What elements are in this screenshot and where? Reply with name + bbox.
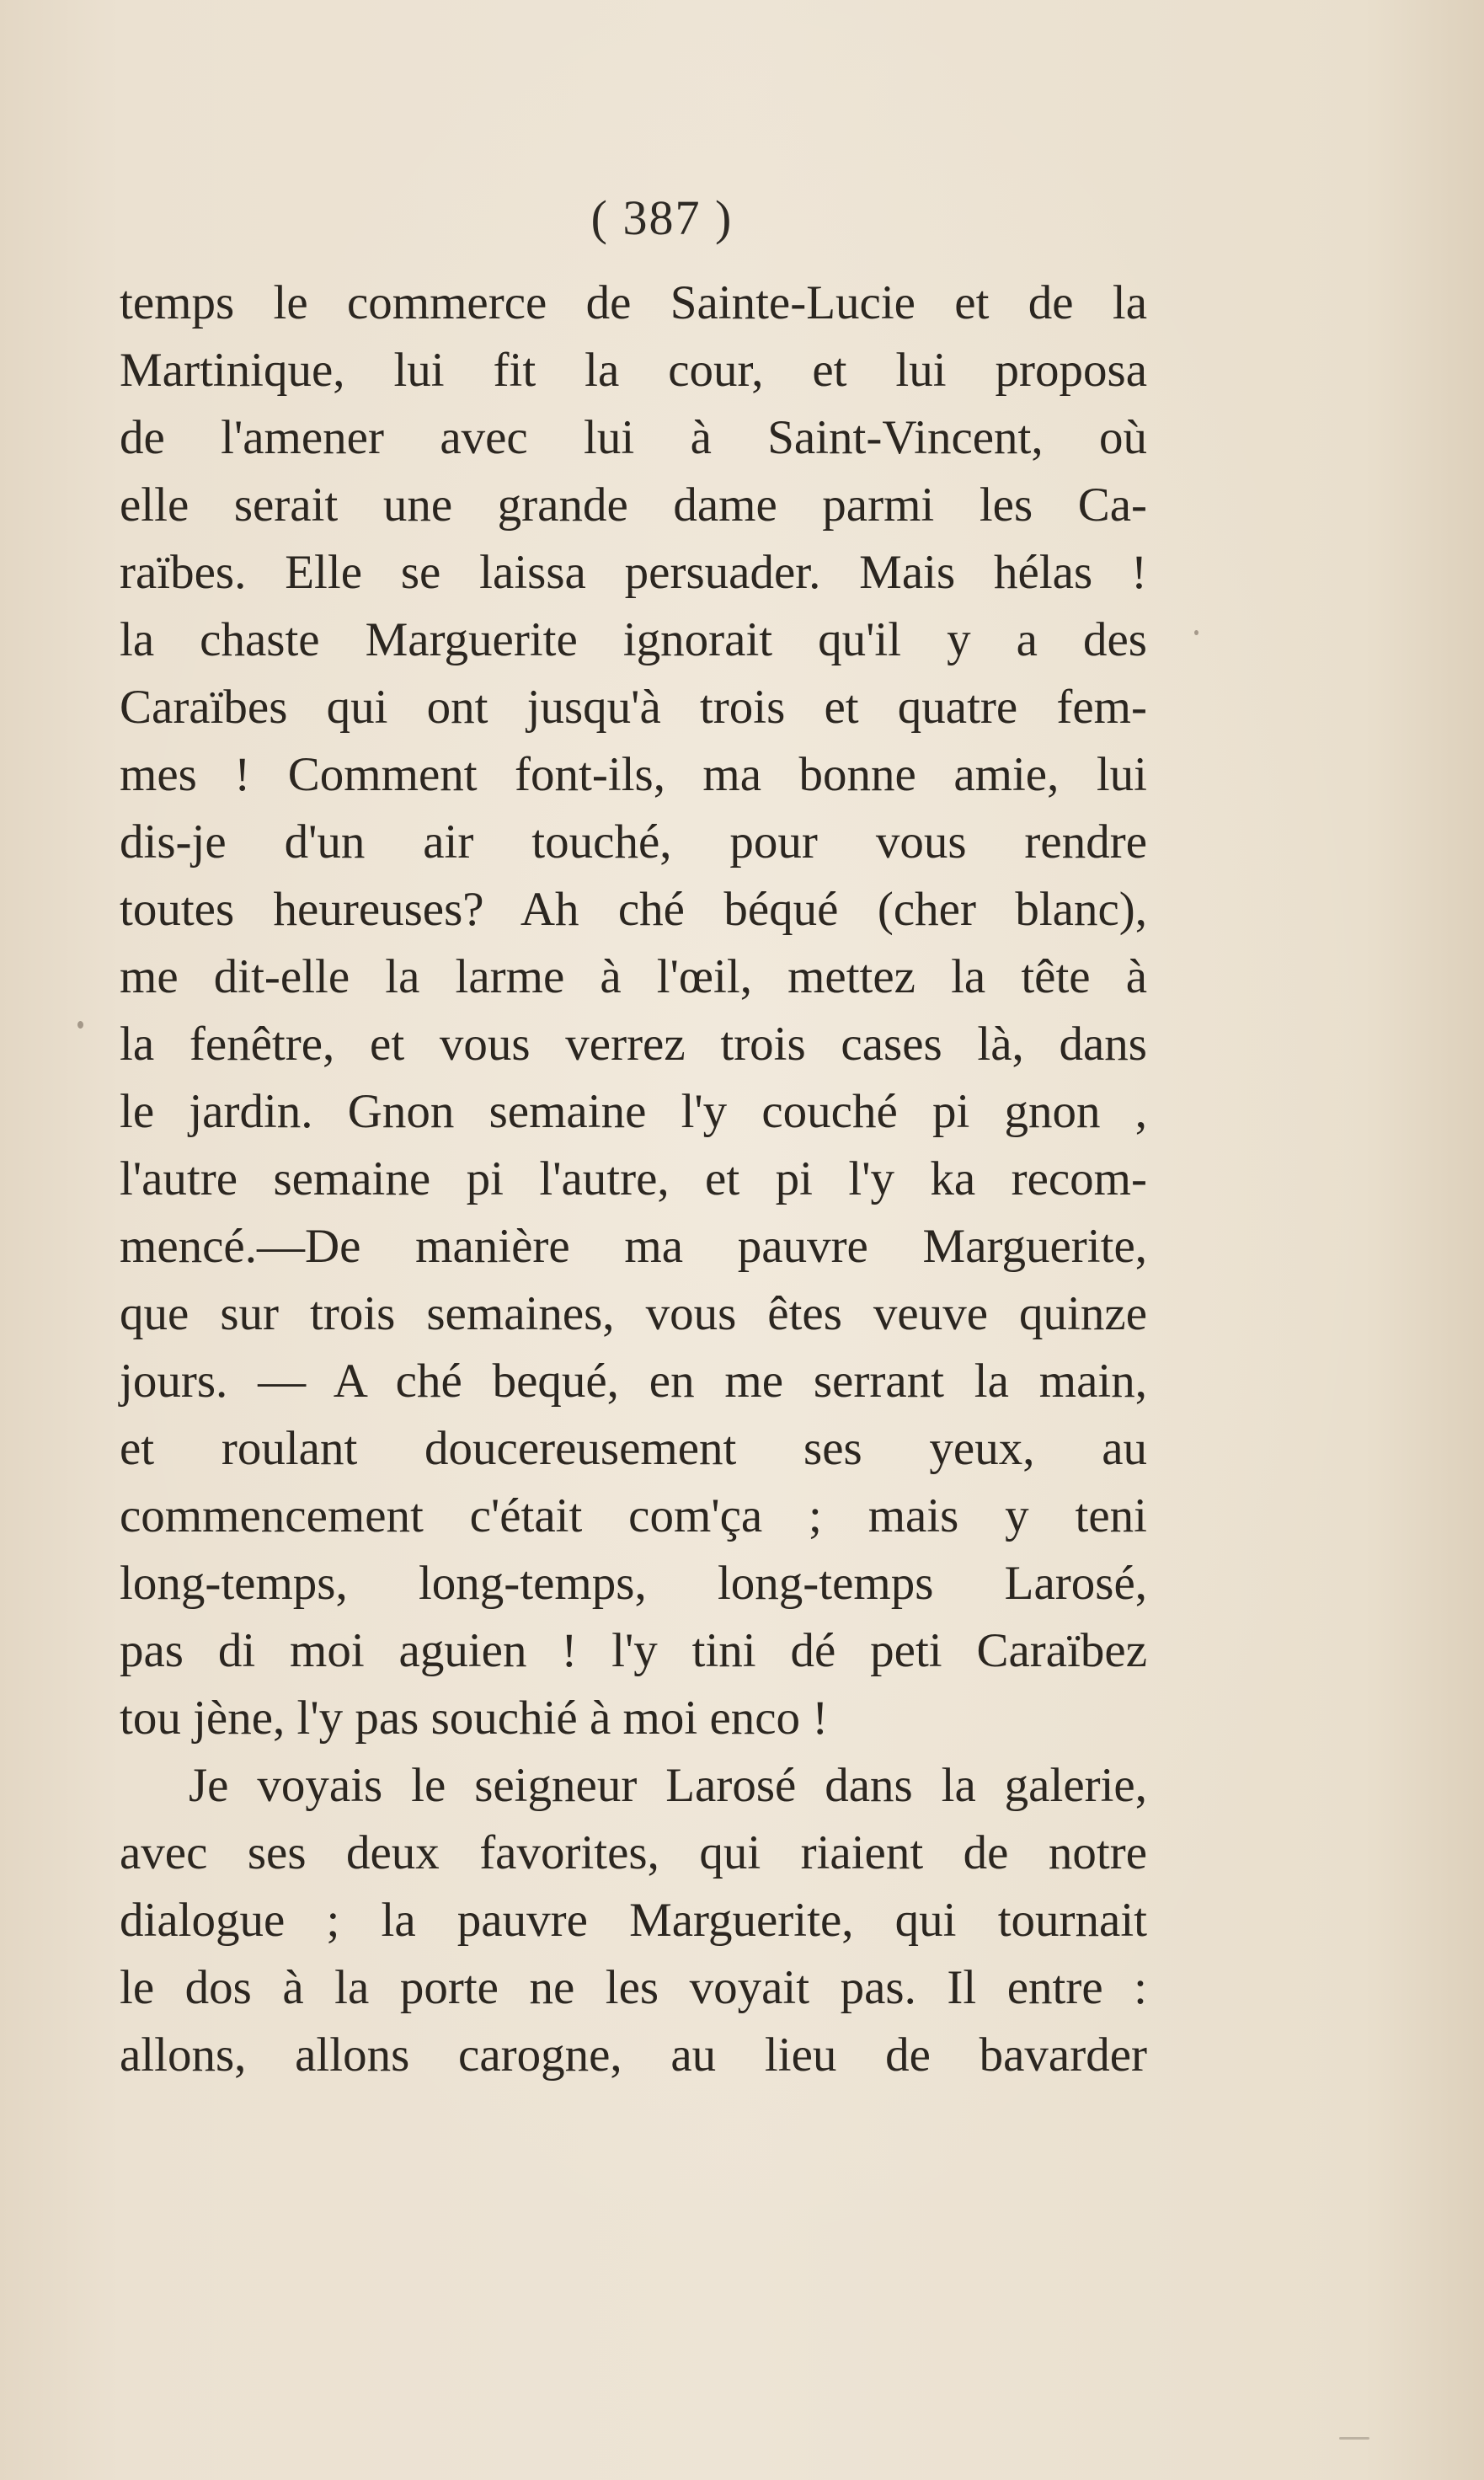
text-line: Caraïbes qui ont jusqu'à trois et quatre fem- xyxy=(120,681,1147,734)
body-text xyxy=(120,270,1147,2089)
text-line: Martinique, lui fit la cour, et lui proposa xyxy=(120,344,1147,397)
text-line: le jardin. Gnon semaine l'y couché pi gnon , xyxy=(120,1085,1147,1138)
paper-speck xyxy=(77,1021,83,1029)
text-line: dis-je d'un air touché, pour vous rendre xyxy=(120,815,1147,869)
text-line: temps le commerce de Sainte-Lucie et de la xyxy=(120,276,1147,329)
paper-speck xyxy=(1339,2437,1369,2440)
text-line: tou jène, l'y pas souchié à moi enco ! xyxy=(120,1692,829,1745)
text-line: dialogue ; la pauvre Marguerite, qui tournait xyxy=(120,1894,1147,1947)
text-line: mes ! Comment font-ils, ma bonne amie, lui xyxy=(120,748,1147,801)
text-line: la fenêtre, et vous verrez trois cases là, dans xyxy=(120,1018,1147,1071)
text-line: jours. — A ché bequé, en me serrant la main, xyxy=(120,1355,1147,1408)
text-line: me dit-elle la larme à l'œil, mettez la tête à xyxy=(120,950,1147,1003)
paper-speck xyxy=(1194,630,1198,635)
page-number: ( 387 ) xyxy=(590,190,734,245)
text-line: toutes heureuses? Ah ché béqué (cher blanc), xyxy=(120,883,1147,936)
text-line: avec ses deux favorites, qui riaient de notre xyxy=(120,1826,1147,1879)
text-line: de l'amener avec lui à Saint-Vincent, où xyxy=(120,411,1147,464)
text-line: elle serait une grande dame parmi les Ca- xyxy=(120,478,1147,532)
text-line: pas di moi aguien ! l'y tini dé peti Caraïbez xyxy=(120,1624,1147,1677)
text-line: allons, allons carogne, au lieu de bavarder xyxy=(120,2028,1147,2082)
text-line: que sur trois semaines, vous êtes veuve quinze xyxy=(120,1287,1147,1340)
text-line: et roulant doucereusement ses yeux, au xyxy=(120,1422,1147,1475)
text-line: l'autre semaine pi l'autre, et pi l'y ka recom- xyxy=(120,1152,1147,1205)
text-line: long-temps, long-temps, long-temps Larosé, xyxy=(120,1557,1147,1610)
text-line: mencé.—De manière ma pauvre Marguerite, xyxy=(120,1220,1147,1273)
text-line: le dos à la porte ne les voyait pas. Il entre : xyxy=(120,1961,1147,2014)
text-line: raïbes. Elle se laissa persuader. Mais hélas ! xyxy=(120,546,1147,599)
text-line: Je voyais le seigneur Larosé dans la galerie, xyxy=(189,1759,1147,1812)
text-line: la chaste Marguerite ignorait qu'il y a des xyxy=(120,613,1147,666)
text-line: commencement c'était com'ça ; mais y teni xyxy=(120,1489,1147,1542)
